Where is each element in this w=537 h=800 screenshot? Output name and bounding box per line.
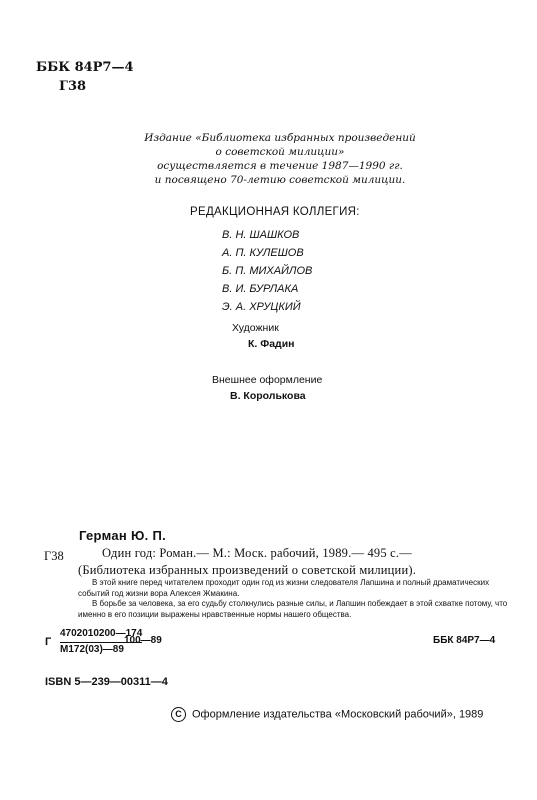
catalog-description [78, 545, 508, 579]
fraction-denominator: М172(03)—89 [60, 644, 124, 655]
series-line: Издание «Библиотека избранных произведений [144, 132, 416, 144]
editorial-board-heading: РЕДАКЦИОННАЯ КОЛЛЕГИЯ: [190, 206, 360, 218]
catalog-author: Герман Ю. П. [79, 528, 167, 543]
annotation [78, 578, 514, 620]
author-mark: Г38 [59, 79, 87, 94]
annotation-paragraph: В борьбе за человека, за его судьбу столкнулись разные силы, и Лапшин побеждает в этой схватке потому, что именно в его позиции выражены нравственные нормы нашего общества. [78, 599, 508, 619]
index-letter: Г [45, 636, 52, 648]
copyright [171, 707, 483, 722]
editorial-board-list [222, 226, 312, 316]
catalog-code: Г38 [44, 549, 64, 563]
catalog-line: Один год: Роман.— М.: Моск. рабочий, 1989.— 495 с.— [102, 546, 412, 560]
board-member: Э. А. ХРУЦКИЙ [222, 301, 301, 313]
board-member: В. Н. ШАШКОВ [222, 229, 300, 241]
board-member: В. И. БУРЛАКА [222, 283, 299, 295]
bbk-header [36, 58, 134, 96]
board-member: Б. П. МИХАЙЛОВ [222, 265, 313, 277]
design-name: В. Королькова [230, 390, 306, 402]
index-right: 100—89 [124, 635, 162, 646]
bbk-code: ББК 84Р7—4 [36, 60, 134, 75]
fraction-numerator: 4702010200—174 [60, 627, 142, 643]
isbn: ISBN 5—239—00311—4 [45, 676, 168, 688]
artist-name: К. Фадин [248, 338, 295, 350]
series-line: о советской милиции» [215, 146, 345, 158]
design-label: Внешнее оформление [212, 374, 323, 386]
series-line: и посвящено 70-летию советской милиции. [154, 174, 406, 186]
copyright-icon: C [171, 707, 186, 722]
bbk-code-bottom: ББК 84Р7—4 [433, 635, 496, 646]
board-member: А. П. КУЛЕШОВ [222, 247, 304, 259]
copyright-text: Оформление издательства «Московский рабочий», 1989 [192, 708, 484, 721]
series-line: осуществляется в течение 1987—1990 гг. [157, 160, 403, 172]
annotation-paragraph: В этой книге перед читателем проходит один год из жизни следователя Лапшина и полный драматических событий год жизни вора Алексея Жмакина. [78, 578, 490, 598]
catalog-line: (Библиотека избранных произведений о советской милиции). [78, 563, 417, 577]
artist-label: Художник [232, 322, 279, 334]
series-note [120, 131, 440, 187]
